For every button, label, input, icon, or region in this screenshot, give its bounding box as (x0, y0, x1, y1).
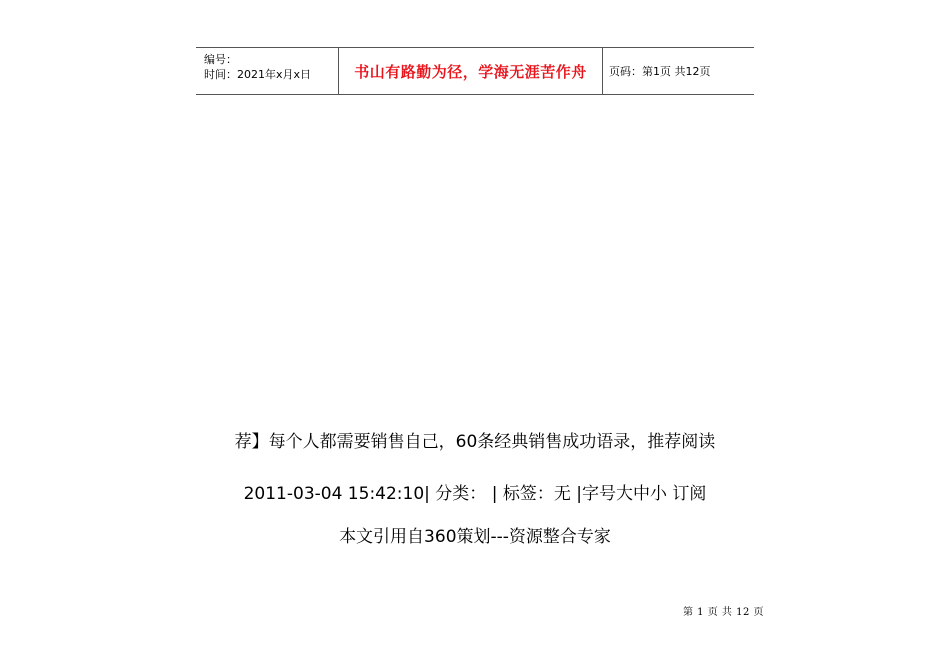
article-title: 荐】每个人都需要销售自己，60条经典销售成功语录，推荐阅读 (234, 432, 716, 452)
article-meta: 2011-03-04 15:42:10| 分类： | 标签：无 |字号大中小 订阅 (243, 484, 707, 504)
header-motto: 书山有路勤为径，学海无涯苦作舟 (354, 62, 587, 81)
header-motto-cell (338, 48, 603, 94)
code-label: 编号： (204, 53, 237, 66)
header-page-info: 页码：第1页 共12页 (609, 65, 711, 78)
header-meta (196, 48, 338, 94)
header-page-info-cell (603, 48, 754, 94)
article-source: 本文引用自360策划---资源整合专家 (339, 527, 611, 547)
page-footer-number: 第 1 页 共 12 页 (683, 607, 764, 618)
page-header (196, 47, 754, 95)
time-label: 时间：2021年x月x日 (204, 68, 312, 81)
